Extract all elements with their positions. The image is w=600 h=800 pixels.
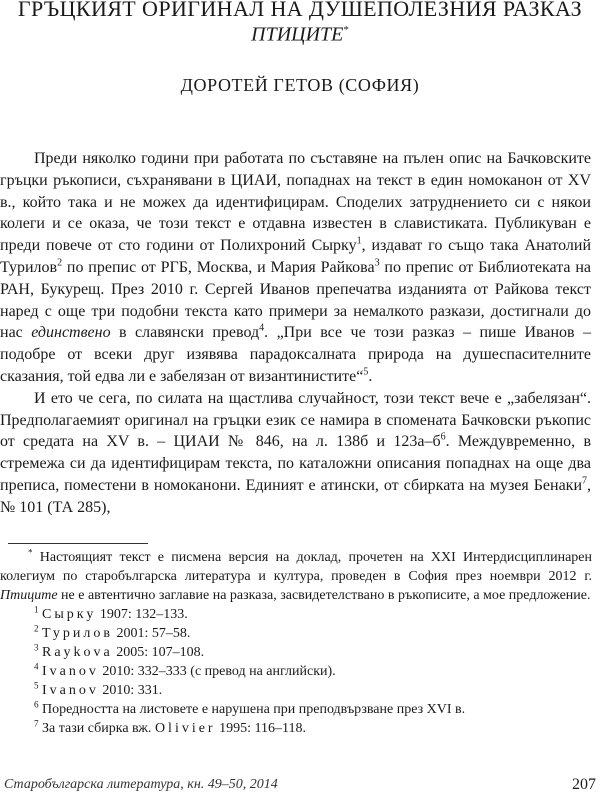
footnote-number: 2	[34, 623, 39, 634]
paragraph-1-text-7: .	[368, 367, 373, 385]
paragraph-1-emphasis: единствено	[31, 324, 111, 342]
page-number: 207	[572, 776, 596, 793]
footnote-number: 7	[34, 718, 39, 729]
footnote-number: 6	[34, 699, 39, 710]
article-author: ДОРОТЕЙ ГЕТОВ (СОФИЯ)	[180, 75, 420, 95]
footnote-author: Ivanov	[42, 664, 99, 679]
paragraph-1-text-4: по препис от Библиотеката на РАН, Букурещ. През 2010 г. Сергей Иванов препечатва изданията от Райкова текст наред с още три подобни текста като примери за немалкото разкази, достигнали до нас	[0, 258, 592, 342]
article-subtitle	[0, 18, 600, 47]
footnote-text: 1907: 132–133.	[96, 607, 188, 622]
paragraph-1	[0, 148, 591, 388]
footnote-4	[0, 662, 592, 681]
footnote-separator	[8, 543, 148, 544]
article-body	[0, 148, 600, 519]
paragraph-1-text-1: Преди няколко години при работата по съставяне на пълен опис на Бачковските гръцки ръкописи, съхранявани в ЦИАИ, попаднах на текст в един номоканон от XV в., който така и не можех да идентифицирам. Споделих затруднението си с някои колеги и се оказа, че този текст е отдавна известен в славистиката. Публикуван е преди повече от сто години от Полихроний Сырку	[0, 150, 591, 255]
paragraph-1-text-5: в славянски превод	[110, 324, 260, 342]
subtitle-footnote-mark: *	[343, 24, 349, 36]
paragraph-1-text-2: , издават го също така Анатолий Турилов	[0, 237, 591, 276]
footnote-text: Поредността на листовете е нарушена при преподвързване през XVI в.	[38, 702, 466, 717]
footnote-3	[0, 643, 592, 662]
paragraph-2	[0, 388, 591, 519]
footnote-ref-2: 2	[57, 257, 63, 269]
footnote-author: Турилов	[42, 626, 113, 641]
footnote-number: 1	[34, 604, 39, 615]
paragraph-2-text-1: И ето че сега, по силата на щастлива случайност, този текст вече е „забелязан“. Предполагаемият оригинал на гръцки език се намира в спомената Бачковски ръкопис от средата на XV в. – ЦИАИ № 846, на л. 138б и 123а–б	[0, 389, 591, 451]
footnote-author: Olivier	[154, 721, 216, 736]
page-footer	[4, 774, 596, 796]
footnote-text: За тази сбирка вж.	[38, 721, 155, 736]
footnote-7	[0, 719, 592, 738]
footnote-star	[0, 548, 592, 605]
paragraph-2-text-2: . Междувременно, в стремежа си да идентифицирам текста, по каталожни описания попаднах на още два преписа, поместени в номоканони. Единият е атински, от сбирката на музея Бенаки	[0, 433, 591, 494]
footnote-author: Ivanov	[42, 683, 99, 698]
footnote-text: 2005: 107–108.	[112, 645, 205, 660]
footnote-ref-5: 5	[363, 366, 369, 378]
footnote-ref-4: 4	[259, 323, 265, 335]
footnote-6	[0, 700, 592, 719]
footnote-5	[0, 681, 592, 700]
footnote-2	[0, 624, 592, 643]
paragraph-1-text-3: по препис от РГБ, Москва, и Мария Райкова	[62, 258, 375, 276]
footnote-text-2: 1995: 116–118.	[215, 721, 306, 736]
footnote-ref-7: 7	[582, 475, 587, 487]
footnote-star-mark: *	[28, 547, 33, 558]
footnote-author: Raykova	[42, 645, 113, 660]
footnote-text: 2001: 57–58.	[112, 626, 191, 641]
footnote-author: Сырку	[42, 607, 97, 622]
subtitle-text: ПТИЦИТЕ	[251, 23, 344, 46]
footnote-number: 5	[34, 680, 39, 691]
footnote-text: 2010: 331.	[98, 683, 163, 698]
footnote-star-text-2: не е автентично заглавие на разказа, засвидетелствано в ръкописите, а мое предложение.	[57, 588, 591, 603]
footnote-ref-1: 1	[356, 235, 362, 247]
footnote-star-text-1: Настоящият текст е писмена версия на доклад, прочетен на XXI Интердисциплинарен колегиум по старобългарска литература и култура, проведен в София през ноември 2012 г.	[0, 550, 592, 584]
footnote-number: 3	[34, 642, 39, 653]
article-title: ГРЪЦКИЯТ ОРИГИНАЛ НА ДУШЕПОЛЕЗНИЯ РАЗКАЗ	[17, 0, 583, 21]
paragraph-2-text-3: , № 101 (ТА 285),	[0, 476, 591, 516]
paragraph-1-text-6: . „При все че този разказ – пише Иванов – подобре от всеки друг изявява парадоксалната природа на душеспасителните сказания, той едва ли е забелязан от византинистите“	[0, 324, 591, 385]
footnote-number: 4	[34, 661, 39, 672]
footnote-star-emphasis: Птиците	[0, 588, 58, 603]
journal-reference: Старобългарска литература, кн. 49–50, 2014	[4, 777, 278, 792]
footnote-ref-3: 3	[374, 257, 380, 269]
footnote-1	[0, 605, 592, 624]
footnote-ref-6: 6	[440, 432, 446, 444]
footnotes	[0, 548, 592, 738]
footnote-text: 2010: 332–333 (с превод на английски).	[98, 664, 336, 679]
